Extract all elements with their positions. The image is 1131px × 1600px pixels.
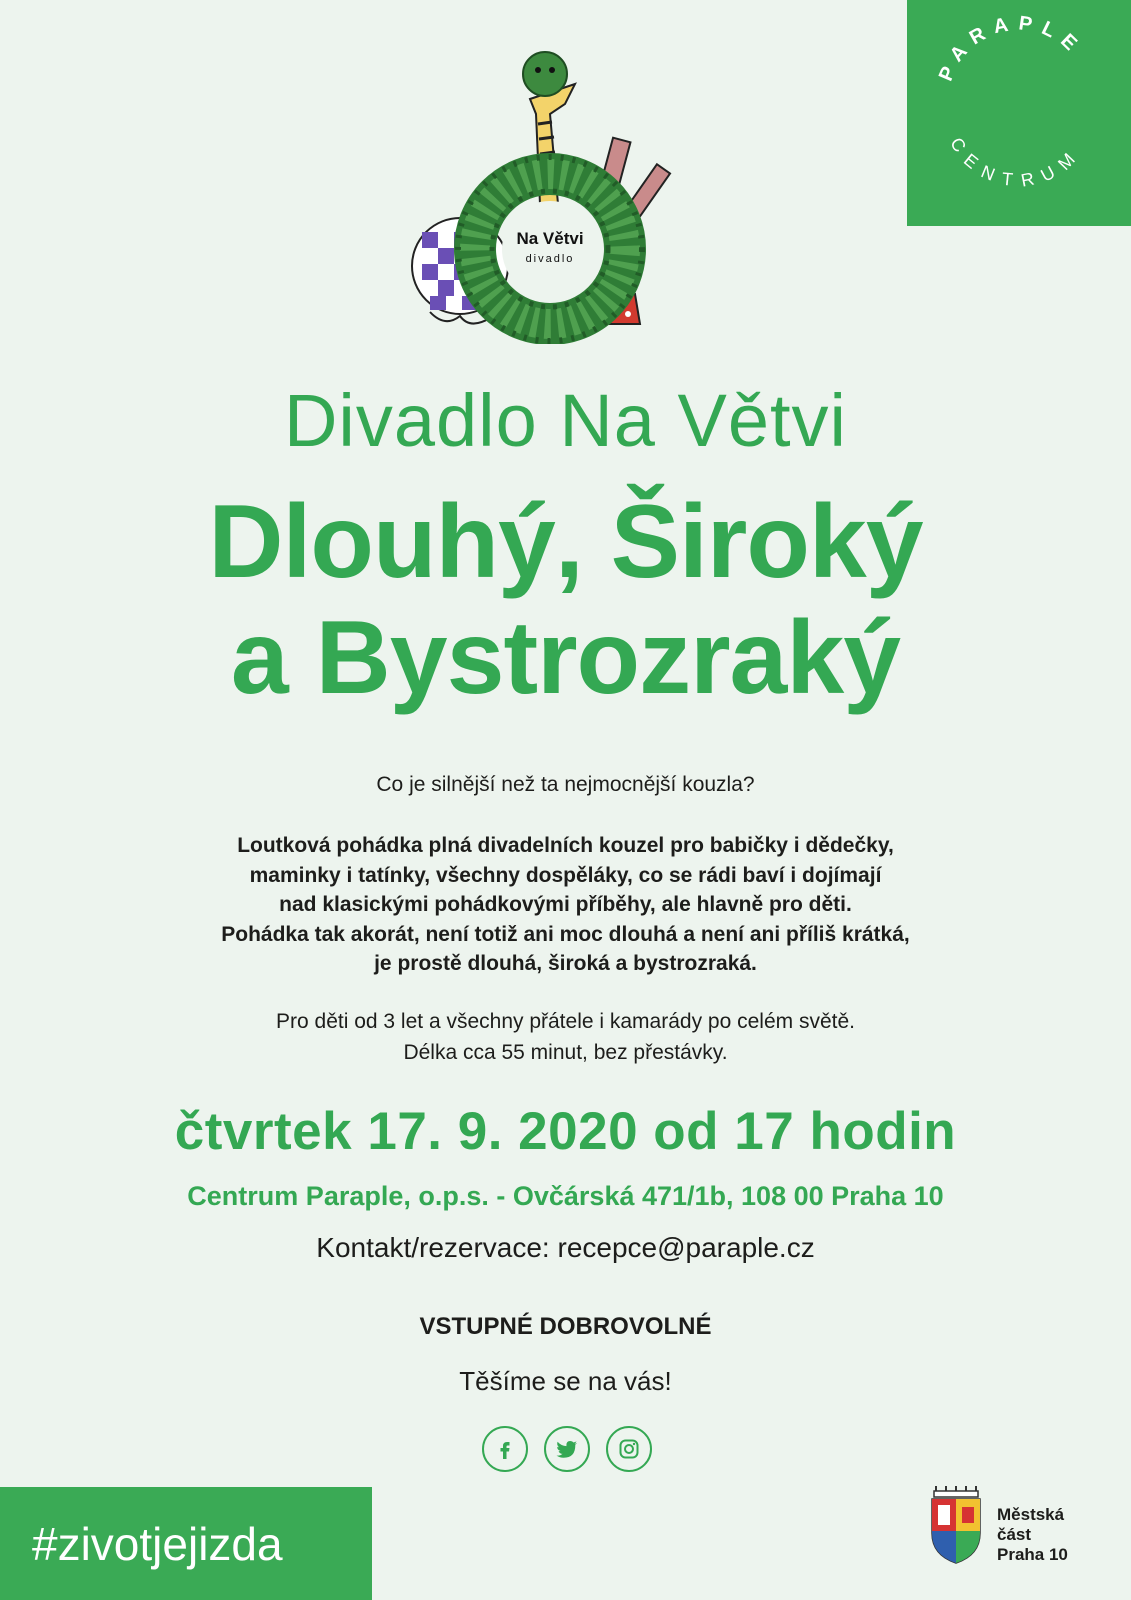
logo-bottom-word: CENTRUM [946,133,1086,191]
facebook-icon[interactable] [482,1426,528,1472]
social-links [482,1426,652,1472]
badge-line2: divadlo [525,253,575,265]
show-info [0,1006,1131,1068]
twitter-icon[interactable] [544,1426,590,1472]
description-line: nad klasickými pohádkovými příběhy, ale hlavně pro děti. [279,893,852,916]
hashtag-banner: #zivotjejizda [0,1487,372,1600]
show-description [0,831,1131,979]
description-line: Pohádka tak akorát, není totiž ani moc dlouhá a není ani příliš krátká, [221,922,910,946]
svg-text:CENTRUM [946,134,1086,191]
paraple-logo-emblem [907,0,1131,226]
instagram-icon[interactable] [606,1426,652,1472]
paraple-logo [907,0,1131,226]
district-line3: Praha 10 [997,1545,1068,1564]
badge-line1: Na Větvi [516,229,584,248]
show-title-line2: a Bystrozraký [230,600,901,716]
entry-fee: VSTUPNÉ DOBROVOLNÉ [419,1313,712,1340]
svg-text:PARAPLE [935,12,1088,84]
description-line: je prostě dlouhá, široká a bystrozraká. [374,952,757,975]
district-logo [926,1485,1086,1565]
wreath [458,157,642,341]
theatre-name: Divadlo Na Větvi [283,379,847,462]
show-title [0,484,1131,716]
duration-text: Délka cca 55 minut, bez přestávky. [403,1041,728,1064]
district-line2: část [997,1525,1032,1544]
district-crest-icon [926,1485,986,1565]
audience-text: Pro děti od 3 let a všechny přátele i kamarády po celém světě. [276,1010,855,1033]
contact-info[interactable]: Kontakt/rezervace: recepce@paraple.cz [316,1232,815,1263]
district-line1: Městská [997,1505,1065,1524]
theatre-logo-illustration [400,44,710,344]
logo-top-word: PARAPLE [934,12,1088,85]
description-line: Loutková pohádka plná divadelních kouzel pro babičky i dědečky, [237,834,894,857]
description-line: maminky i tatínky, všechny dospěláky, co se rádi baví i dojímají [249,863,882,887]
teaser-question: Co je silnější než ta nejmocnější kouzla? [376,773,755,796]
show-title-line1: Dlouhý, Široký [208,484,923,600]
greeting: Těšíme se na vás! [459,1366,672,1396]
event-date: čtvrtek 17. 9. 2020 od 17 hodin [174,1102,957,1161]
event-address: Centrum Paraple, o.p.s. - Ovčárská 471/1b, 108 00 Praha 10 [187,1181,944,1211]
